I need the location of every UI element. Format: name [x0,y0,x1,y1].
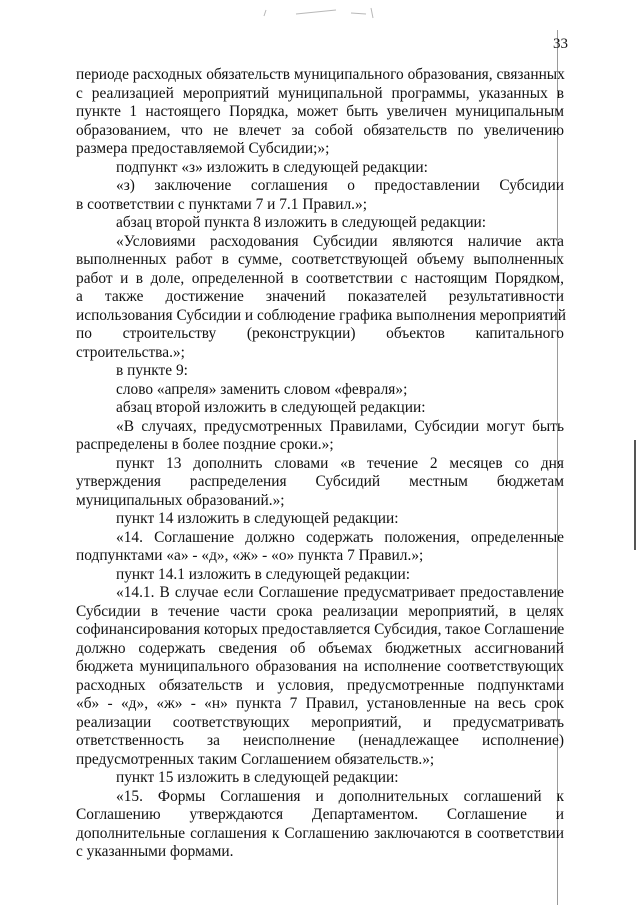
page-number: 33 [553,36,568,52]
text-line: подпункт «з» изложить в следующей редакции: [116,158,428,176]
text-line: работ и в доле, определенной в соответствии с настоящим Порядком, [76,269,564,287]
text-line: дополнительные соглашения к Соглашению заключаются в соответствии [76,824,564,842]
text-line: в пункте 9: [116,362,188,379]
text-line: софинансирования которых предоставляется Субсидия, такое Соглашение [76,621,565,638]
scan-artifact [256,4,386,20]
text-line: Субсидии в течение части срока реализации мероприятий, в целях [76,602,564,620]
text-line: пункт 13 дополнить словами «в течение 2 месяцев со дня [116,454,564,472]
text-line: подпунктами «а» - «д», «ж» - «о» пункта 7 Правил.»; [76,547,424,564]
text-line: предусмотренных таким Соглашением обязательств.»; [76,750,435,768]
text-line: ответственность за неисполнение (ненадлежащее исполнение) [76,732,564,749]
text-line: «Условиями расходования Субсидии являются наличие акта [116,232,564,250]
text-line: выполненных работ в сумме, соответствующей объему выполненных [76,251,564,268]
text-line: «14.1. В случае если Соглашение предусматривает предоставление [116,584,564,601]
text-line: строительства.»; [76,343,185,361]
text-line: по строительству (реконструкции) объектов капитального [76,325,564,342]
text-line: использования Субсидии и соблюдение графика выполнения мероприятий [76,306,567,324]
text-line: Соглашению утверждаются Департаментом. Соглашение и [76,806,564,823]
text-line: в соответствии с пунктами 7 и 7.1 Правил.»; [76,195,367,213]
text-line: реализации соответствующих мероприятий, и предусматривать [76,713,564,731]
text-line: абзац второй изложить в следующей редакции: [116,399,426,416]
text-line: должно содержать сведения об объемах бюджетных ассигнований [76,639,564,657]
text-line: слово «апреля» заменить словом «февраля»; [116,380,408,398]
text-line: муниципальных образований.»; [76,491,285,509]
text-line: абзац второй пункта 8 изложить в следующей редакции: [116,214,487,231]
text-line: с реализацией мероприятий муниципальной программы, указанных в [76,84,564,102]
text-line: «б» - «д», «ж» - «н» пункта 7 Правил, установленные на весь срок [76,695,564,712]
text-line: размера предоставляемой Субсидии;»; [76,140,330,157]
text-line: а также достижение значений показателей результативности [76,288,564,305]
text-line: расходных обязательств и условия, предусмотренные подпунктами [76,676,564,694]
text-line: пункт 15 изложить в следующей редакции: [116,769,399,786]
text-line: «15. Формы Соглашения и дополнительных соглашений к [116,787,564,805]
text-line: пункте 1 настоящего Порядка, может быть увеличен муниципальным [76,103,564,120]
text-line: утверждения распределения Субсидий местным бюджетам [76,473,564,490]
text-line: «14. Соглашение должно содержать положения, определенные [116,528,564,546]
text-line: «з) заключение соглашения о предоставлении Субсидии [116,177,564,194]
text-line: бюджета муниципального образования на исполнение соответствующих [76,658,564,675]
scan-edge-mark [634,440,636,550]
body-text [76,66,567,862]
text-line: пункт 14 изложить в следующей редакции: [116,510,399,527]
text-line: образованием, что не влечет за собой обязательств по увеличению [76,121,564,139]
text-line: пункт 14.1 изложить в следующей редакции: [116,565,411,583]
text-line: распределены в более поздние сроки.»; [76,436,334,453]
text-line: «В случаях, предусмотренных Правилами, Субсидии могут быть [116,417,564,435]
text-line: периоде расходных обязательств муниципального образования, связанных [76,66,565,83]
text-line: с указанными формами. [76,843,234,860]
